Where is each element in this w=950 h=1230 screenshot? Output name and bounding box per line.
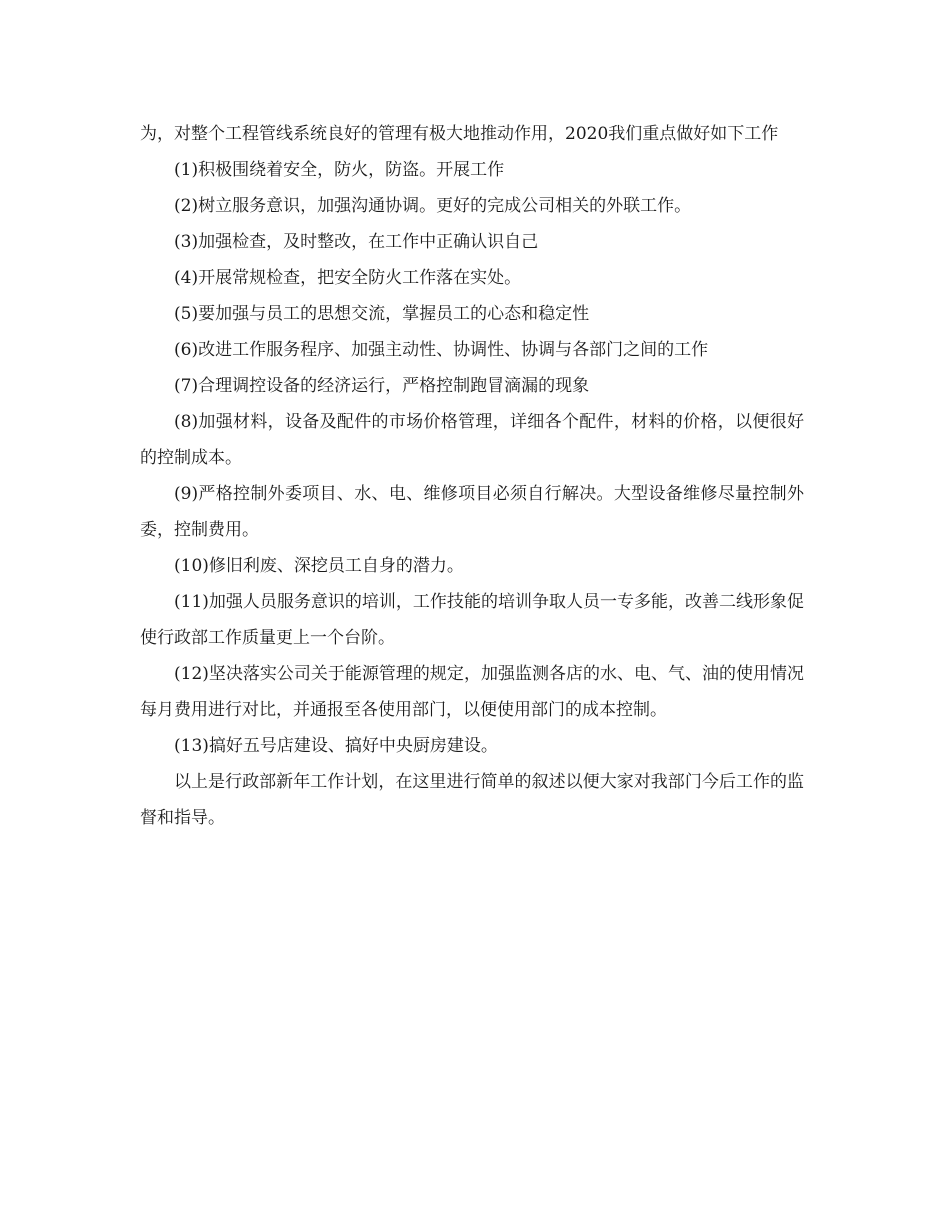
list-item-9: (9)严格控制外委项目、水、电、维修项目必须自行解决。大型设备维修尽量控制外委，控制费用。 (140, 484, 804, 540)
list-item-12: (12)坚决落实公司关于能源管理的规定，加强监测各店的水、电、气、油的使用情况每月费用进行对比，并通报至各使用部门，以便使用部门的成本控制。 (140, 664, 804, 720)
list-item-3: (3)加强检查，及时整改，在工作中正确认识自己 (174, 232, 539, 252)
document-body (140, 116, 804, 836)
list-item-13: (13)搞好五号店建设、搞好中央厨房建设。 (174, 736, 498, 756)
intro-paragraph: 为，对整个工程管线系统良好的管理有极大地推动作用，2020我们重点做好如下工作 (140, 124, 779, 144)
list-item-11: (11)加强人员服务意识的培训，工作技能的培训争取人员一专多能，改善二线形象促使行政部工作质量更上一个台阶。 (140, 592, 804, 648)
list-item-2: (2)树立服务意识，加强沟通协调。更好的完成公司相关的外联工作。 (174, 196, 692, 216)
list-item-7: (7)合理调控设备的经济运行，严格控制跑冒滴漏的现象 (174, 376, 590, 396)
list-item-1: (1)积极围绕着安全，防火，防盗。开展工作 (174, 160, 505, 180)
list-item-10: (10)修旧利废、深挖员工自身的潜力。 (174, 556, 464, 576)
conclusion-paragraph: 以上是行政部新年工作计划，在这里进行简单的叙述以便大家对我部门今后工作的监督和指导。 (140, 772, 804, 828)
list-item-8: (8)加强材料，设备及配件的市场价格管理，详细各个配件，材料的价格，以便很好的控制成本。 (140, 412, 804, 468)
list-item-4: (4)开展常规检查，把安全防火工作落在实处。 (174, 268, 522, 288)
list-item-6: (6)改进工作服务程序、加强主动性、协调性、协调与各部门之间的工作 (174, 340, 709, 360)
list-item-5: (5)要加强与员工的思想交流，掌握员工的心态和稳定性 (174, 304, 590, 324)
